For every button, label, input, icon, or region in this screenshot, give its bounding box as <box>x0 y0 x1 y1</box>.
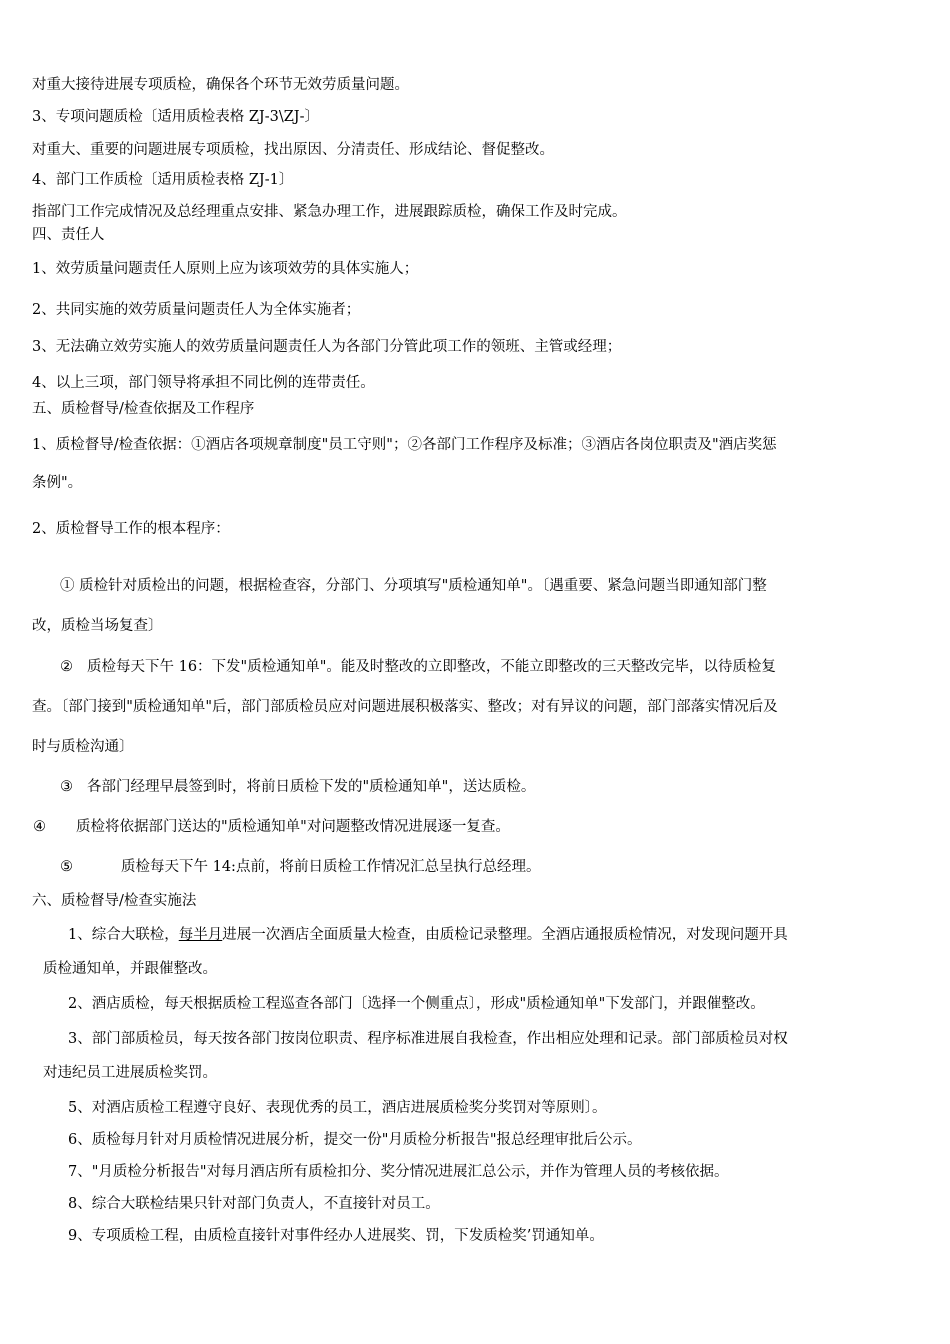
text-line: 对违纪员工进展质检奖罚。 <box>43 1065 217 1081</box>
text-line: 2、共同实施的效劳质量问题责任人为全体实施者； <box>32 302 361 318</box>
section-heading: 六、质检督导/检查实施法 <box>32 893 197 909</box>
text-line: ③ 各部门经理早晨签到时，将前日质检下发的"质检通知单"，送达质检。 <box>60 779 536 795</box>
text-line: 条例"。 <box>32 475 83 491</box>
circled-number: ② <box>60 659 73 675</box>
text-line: 9、专项质检工程，由质检直接针对事件经办人进展奖、罚，下发质检奖’罚通知单。 <box>68 1228 604 1244</box>
circled-number: ④ <box>33 819 46 835</box>
text-line: 对重大、重要的问题进展专项质检，找出原因、分清责任、形成结论、督促整改。 <box>32 142 554 158</box>
text-line: 8、综合大联检结果只针对部门负责人，不直接针对员工。 <box>68 1196 440 1212</box>
text-line: ④ 质检将依据部门送达的"质检通知单"对问题整改情况进展逐一复查。 <box>33 819 510 835</box>
text-line: 7、"月质检分析报告"对每月酒店所有质检扣分、奖分情况进展汇总公示，并作为管理人员的考核依据。 <box>68 1164 729 1180</box>
text-line: 1、质检督导/检查依据：①酒店各项规章制度"员工守则"；②各部门工作程序及标准；③酒店各岗位职责及"酒店奖惩 <box>32 437 777 453</box>
text-line: ① 质检针对质检出的问题，根据检查容，分部门、分项填写"质检通知单"。〔遇重要、紧急问题当即通知部门整 <box>60 578 767 594</box>
circled-number: ⑤ <box>60 859 73 875</box>
text-line: 时与质检沟通〕 <box>32 739 134 755</box>
text-line: 对重大接待进展专项质检，确保各个环节无效劳质量问题。 <box>32 77 409 93</box>
section-heading: 四、责任人 <box>32 227 105 243</box>
section-heading: 五、质检督导/检查依据及工作程序 <box>32 401 255 417</box>
text-line: 指部门工作完成情况及总经理重点安排、紧急办理工作，进展跟踪质检，确保工作及时完成。 <box>32 204 627 220</box>
underlined-text: 每半月 <box>178 927 223 943</box>
circled-number: ③ <box>60 779 73 795</box>
text-line: ② 质检每天下午 16：下发"质检通知单"。能及时整改的立即整改，不能立即整改的三天整改完毕，以待质检复 <box>60 659 776 675</box>
text-line: 改，质检当场复查〕 <box>32 618 163 634</box>
text-line: 3、专项问题质检〔适用质检表格 ZJ-3\ZJ-〕 <box>32 109 320 125</box>
text-line: 1、综合大联检，每半月进展一次酒店全面质量大检查，由质检记录整理。全酒店通报质检情况，对发现问题开具 <box>68 927 788 943</box>
text-line: 2、酒店质检，每天根据质检工程巡查各部门〔选择一个侧重点〕，形成"质检通知单"下发部门，并跟催整改。 <box>68 996 765 1012</box>
text-line: 3、无法确立效劳实施人的效劳质量问题责任人为各部门分管此项工作的领班、主管或经理； <box>32 339 622 355</box>
text-line: 1、效劳质量问题责任人原则上应为该项效劳的具体实施人； <box>32 261 419 277</box>
text-line: 质检通知单，并跟催整改。 <box>43 961 217 977</box>
text-line: 3、部门部质检员，每天按各部门按岗位职责、程序标准进展自我检查，作出相应处理和记录。部门部质检员对权 <box>68 1031 788 1047</box>
text-line: 4、以上三项，部门领导将承担不同比例的连带责任。 <box>32 375 375 391</box>
text-line: ⑤ 质检每天下午 14:点前，将前日质检工作情况汇总呈执行总经理。 <box>60 859 541 875</box>
text-line: 4、部门工作质检〔适用质检表格 ZJ-1〕 <box>32 172 294 188</box>
text-line: 2、质检督导工作的根本程序： <box>32 521 230 537</box>
text-line: 查。〔部门接到"质检通知单"后，部门部质检员应对问题进展积极落实、整改；对有异议的问题，部门部落实情况后及 <box>32 699 778 715</box>
text-line: 5、对酒店质检工程遵守良好、表现优秀的员工，酒店进展质检奖分奖罚对等原则〕。 <box>68 1100 607 1116</box>
text-line: 6、质检每月针对月质检情况进展分析，提交一份"月质检分析报告"报总经理审批后公示。 <box>68 1132 642 1148</box>
